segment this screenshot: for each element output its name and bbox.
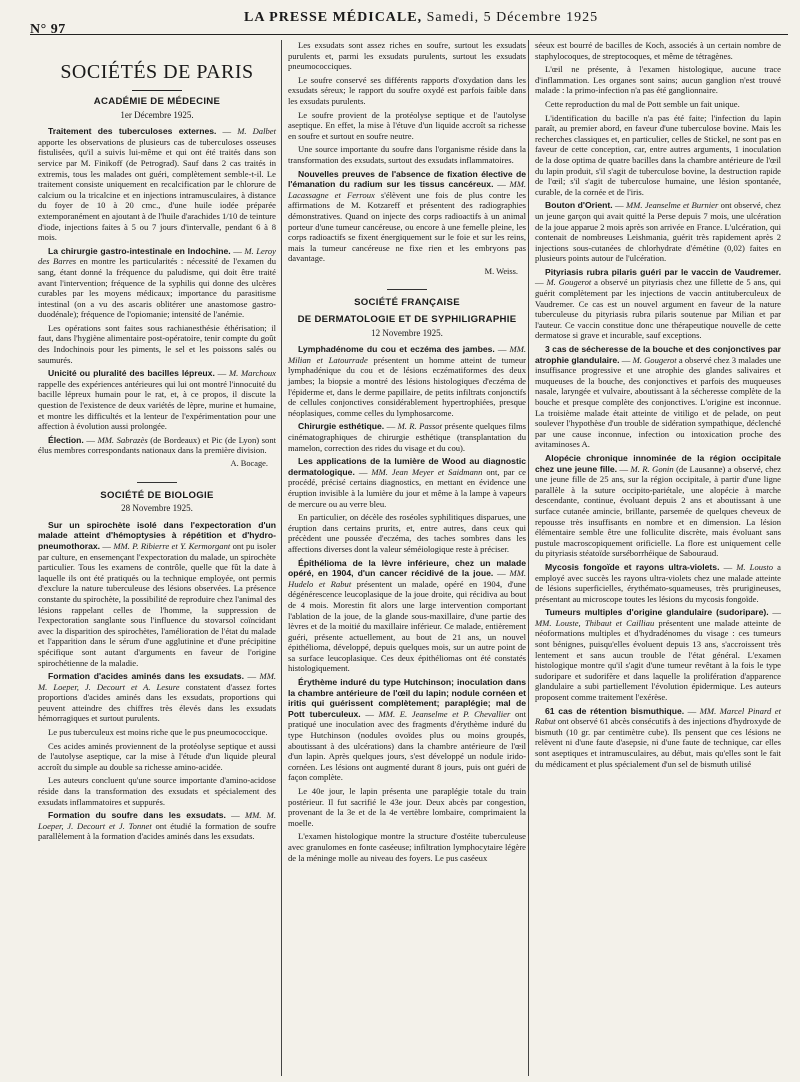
article: Bouton d'Orient. — MM. Jeanselme et Burnier ont observé, chez un jeune garçon qui avait quitté la Perse depuis 7 mois, une ulcération de la joue apparue 2 mois après son arrivée en France. L'ulcération, qui contenait de nombreuses Leishmania, guérit très rapidement après 2 injections sous-cutanées de chlorhydrate d'émétine (0,02) faites en plusieurs points autour de l'ulcération. [535, 200, 781, 264]
newspaper-page [30, 0, 788, 1082]
article-authors: MM. Jean Meyer et Saidmann [371, 466, 483, 477]
header-rule [30, 34, 788, 35]
article-text: présentent une malade atteinte de néoformations multiples et d'hydradénomes du visage : ces tumeurs sont bénignes, puisqu'elles évoluent depuis 13 ans, s'accroissent très lentement et sans aucun trouble de l'état général. L'examen histologique montre qu'il s'agit d'une tumeur revêtant à la fois le type sudoripare et sudorifère et dans laquelle la prolifération d'apparence glandulaire a subi partiellement l'évolution épidermique. Les auteurs proposent comme traitement l'exérèse. [535, 617, 781, 703]
article-authors: MM. Milian et Latourrade [288, 344, 526, 365]
article: Nouvelles preuves de l'absence de fixation élective de l'émanation du radium sur les tissus cancéreux. — MM. Lacassagne et Ferroux s'élèvent une fois de plus contre les affirmations de M. Kotzareff et présentent des radiographies démonstratives. Quand on injecte des corps radioactifs à un animal porteur d'une tumeur cancéreuse, ou encore à une femelle pleine, les corps radioactifs se fixent énergiquement sur le foie et sur les reins, mais la tumeur cancéreuse ne fixe rien et les embryons pas davantage. [288, 168, 526, 264]
article-text: (de Lausanne) a observé, chez une jeune fille de 25 ans, sur la région occipitale, à partir d'une ligne parallèle à la suture occipito-pariétale, une alopécie à marche descendante, continue, évoluant depuis 2 ans et aboutissant à une surface cutanée amincie, brillante, parsemée de quelques cheveux de repousse très insuffisants en nombre et en dimension. La lésion élémentaire semble être une folliculite discrète, mais évoluant sans pustule macroscopiquement orificielle. La flore est uniquement celle du pityriasis stéatoïde surséborrhéique de Sabouraud. [535, 463, 782, 559]
article-text: rappelle des expériences antérieures qui lui ont montré l'innocuité du bacille lépreux humain pour le rat, et, à ce propos, il discute la question de l'existence de deux variétés de lèpre, murine et humaine, et montre les difficultés et la lenteur de l'expérimentation pour une affection à évolution aussi prolongée. [38, 378, 276, 432]
article-authors: M. R. Gonin [630, 463, 674, 474]
article: Mycosis fongoïde et rayons ultra-violets. — M. Lousto a employé avec succès les rayons ultra-violets chez une malade atteinte de lésions superficielles, érythémato-squameuses, très prurigineuses, présentant au microscope toutes les lésions du mycosis fongoïde. [535, 561, 781, 604]
article-authors: MM. Marcel Pinard et Rabut [535, 705, 782, 727]
article-text: en montre les particularités : nécessité de l'examen du sang, étant donné la fréquence du paludisme, qui doit être traité avant l'intervention; fréquence de la syphilis qui donne des ulcères curables par les moyens médicaux; importance du parasitisme intestinal (on a vu des ascaris oblitérer une anastomose gastro-duodénale); fréquence de l'opiomanie; intensité de l'anémie. [38, 256, 276, 320]
article-paragraph: En particulier, on décèle des roséoles syphilitiques disparues, une éruption dans certains prurits, et, entre autres, dans ceux qui précèdent une poussée d'eczéma, des taches sombres dans les affections diverses dont la valeur séméiologique reste à préciser. [288, 512, 526, 554]
article: 3 cas de sécheresse de la bouche et des conjonctives par atrophie glandulaire. — M. Gougerot a observé chez 3 malades une insuffisance progressive et une atrophie des glandes salivaires et muqueuses de la bouche, des conjonctives et parfois des muqueuses nasale, laryngée et vulvaire, aboutissant à la sécheresse complète de la bouche et presque complète des conjonctives. L'origine est inconnue. La troisième malade était atteinte de vitiligo et de pelade, on peut soulever l'hypothèse d'un trouble de sidération sympathique, déclenché par une cause inconnue, infection ou intoxication proche des avitaminoses A. [535, 344, 781, 450]
journal-title: LA PRESSE MÉDICALE, [244, 10, 423, 25]
article-title: Érythème induré du type Hutchinson; inoculation dans la chambre antérieure de l'œil du lapin; nodule cornéen et iritis qui guérissent complètement; paraplégie; mal de Pott tuberculeux. [288, 677, 526, 719]
article-text: présentent un malade, opéré en 1904, d'une dégénérescence leucoplasique de la joue droite, qui récidiva au bout de 4 mois. Morestin fit alors une large intervention comportant l'ablation de la joue, de la glande sous-maxillaire, d'une partie des lèvres et de la moitié du maxillaire inférieur. Ce malade, entièrement guéri, présente actuellement, au bout de 21 ans, un nouvel épithélioma, développé, depuis quelques mois, sur un autre point de sa surface leucoplasique. Ces deux épithéliomas ont été constatés histologiquement. [288, 578, 526, 674]
article-authors: MM. Sabrazès [97, 434, 148, 445]
article-title: Les applications de la lumière de Wood au diagnostic dermatologique. [288, 456, 526, 477]
article-title: Nouvelles preuves de l'absence de fixation élective de l'émanation du radium sur les tissus cancéreux. [288, 168, 526, 190]
article-text: apporte les observations de plusieurs cas de tuberculoses osseuses fistulisées, qu'il a suivis lui-même et qui ont été traités dans son service par M. Finikoff (de Petrograd). Sauf dans 2 cas traités in extremis, tous les malades ont guéri, complètement semble-t-il. Le traitement consiste uniquement en recalcification par le chlorure de calcium ou la tricalcine et en injections intramusculaires, à distance du foyer de 10 à 20 cmc., d'une huile iodée préparée extemporanément en ajoutant à de l'huile d'arachides 1/10 de teinture d'iode, injections faites à 5 ou 7 jours d'intervalle, pendant 6 à 8 mois. [38, 136, 276, 243]
article-authors: M. Lousto [736, 561, 774, 572]
article-title: Chirurgie esthétique. [298, 421, 385, 432]
article-paragraph: Les auteurs concluent qu'une source importante d'amino-acidose réside dans la transformation des exsudats et spécialement des exsudats inflammatoires et suppurés. [38, 775, 276, 807]
article-title: Unicité ou pluralité des bacilles lépreux. [48, 368, 215, 379]
main-heading: SOCIÉTÉS DE PARIS [60, 61, 254, 83]
article-paragraph: Le pus tuberculeux est moins riche que le pus pneumococcique. [48, 727, 268, 738]
article-authors: MM. M. Loeper, J. Decourt et A. Lesure [38, 671, 277, 692]
article-authors: M. Marchoux [228, 368, 276, 379]
article: La chirurgie gastro-intestinale en Indochine. — M. Leroy des Barres en montre les particularités : nécessité de l'examen du sang, étant donné la fréquence du paludisme, qui doit être traité avant l'intervention; fréquence de la syphilis qui donne des ulcères curables par les moyens médicaux; importance du parasitisme intestinal (on a vu des ascaris oblitérer une anastomose gastro-duodénale); fréquence de l'opiomanie; intensité de l'anémie. [38, 245, 276, 320]
article-paragraph: Les exsudats sont assez riches en soufre, surtout les exsudats purulents et, parmi les exsudats purulents, surtout les exsudats pneumococciques. [288, 40, 526, 72]
article-authors: MM. Jeanselme et Burnier [626, 200, 719, 211]
article: Formation d'acides aminés dans les exsudats. — MM. M. Loeper, J. Decourt et A. Lesure constatent d'assez fortes proportions d'acides aminés dans les exsudats, proportions qui peuvent atteindre des chiffres très élevés dans les exsudats hémorragiques et surtout purulents. [38, 671, 277, 724]
column-3 [535, 40, 781, 772]
article-title: Tumeurs multiples d'origine glandulaire (sudoripare). [545, 607, 769, 618]
article: Lymphadénome du cou et eczéma des jambes. — MM. Milian et Latourrade présentent un homme atteint de tumeur lymphadénique du cou et de lésions eczématiformes des deux jambes; la biopsie a montré des lésions histologiques d'eczéma de l'épiderme et, dans le derme papillaire, de petits infiltrats conjonctifs de cellules conjonctives considérablement hypertrophiées, presque néoplasiques, comme celles du lymphosarcome. [288, 344, 526, 418]
article: Traitement des tuberculoses externes. — M. Dalbet apporte les observations de plusieurs cas de tuberculoses osseuses fistulisées, qu'il a suivis lui-même et qui ont été traités dans son service par M. Finikoff (de Petrograd). Sauf dans 2 cas traités in extremis, tous les malades ont guéri, complètement semble-t-il. Le traitement consiste uniquement en recalcification par le chlorure de calcium ou la tricalcine et en injections intramusculaires, à distance du foyer de 10 à 20 cmc., d'une huile iodée préparée extemporanément en ajoutant à de l'huile d'arachides 1/10 de teinture d'iode, injections faites à 5 ou 7 jours d'intervalle, pendant 6 à 8 mois. [38, 126, 276, 243]
article-authors: MM. P. Ribierre et Y. Kermorgant [113, 540, 231, 551]
article-text: ont observé, chez un jeune garçon qui avait quitté la Perse depuis 7 mois, une ulcération de la joue apparue 2 mois après son arrivée en France. L'ulcération, qui contenait de nombreuses Leishmania, guérit très rapidement après 2 injections sous-cutanées de chlorhydrate d'émétine (0,02) faites en plusieurs points autour de l'ulcération. [535, 200, 781, 264]
article-authors: M. R. Passot [397, 421, 442, 432]
article-paragraph: L'examen histologique montre la structure d'ostéite tuberculeuse avec granulomes en fonte caséeuse; infiltration lymphocytaire légère de la méninge molle au niveau des foyers. Le pus caséeux [288, 831, 526, 863]
article-paragraph: Les opérations sont faites sous rachianesthésie éthérisation; il faut, dans l'hygiène alimentaire post-opératoire, tenir compte du goût des Indochinois pour les piments, le sel et les poissons salés ou saumurés. [38, 322, 276, 365]
article-paragraph: Cette reproduction du mal de Pott semble un fait unique. [545, 98, 740, 109]
section-title-academy: ACADÉMIE DE MÉDECINE [93, 96, 221, 107]
article-title: Épithélioma de la lèvre inférieure, chez un malade opéré, en 1904, d'un cancer récidivé de la joue. [288, 557, 526, 579]
article-title: 61 cas de rétention bismuthique. [545, 705, 685, 716]
article: Érythème induré du type Hutchinson; inoculation dans la chambre antérieure de l'œil du lapin; nodule cornéen et iritis qui guérissent complètement; paraplégie; mal de Pott tuberculeux. — MM. E. Jeanselme et P. Chevallier ont pratiqué une inoculation avec des fragments d'érythème induré du type Hutchinson (nodules ovoïdes plus ou moins groupés, aboutissant à des ulcérations) dans la chambre antérieure de l'œil d'un lapin. Après quelques jours, s'est développé un nodule irido-cornéen. Les lésions ont augmenté durant 8 jours, puis ont guéri de façon complète. [288, 677, 526, 783]
section-rule [137, 482, 177, 483]
article-paragraph: L'œil ne présente, à l'examen histologique, aucune trace d'inflammation. Les organes sont sains; aucun ganglion n'est trouvé malade : la primo-infection n'a pas été ganglionnaire. [535, 64, 781, 96]
article-authors: MM. M. Loeper, J. Decourt et J. Tonnet [38, 810, 276, 831]
article-title: Alopécie chronique innominée de la région occipitale chez une jeune fille. [535, 452, 781, 474]
article: Unicité ou pluralité des bacilles lépreux. — M. Marchoux rappelle des expériences antérieures qui lui ont montré l'innocuité du bacille lépreux humain pour le rat, et, à ce propos, il discute la question de l'existence de deux variétés de lèpre, murine et humaine, et montre les difficultés et la lenteur de l'expérimentation pour une affection à évolution aussi prolongée. [38, 368, 276, 432]
article-text: ont pratiqué une inoculation avec des fragments d'érythème induré du type Hutchinson (nodules ovoïdes plus ou moins groupés, aboutissant à des ulcérations) dans la chambre antérieure de l'œil d'un lapin. Après quelques jours, s'est développé un nodule irido-cornéen. Les lésions ont augmenté durant 8 jours, puis ont guéri de façon complète. [288, 708, 526, 783]
signature: M. Weiss. [484, 266, 518, 276]
article-authors: MM. Hudelo et Rabut [288, 568, 527, 589]
article: Épithélioma de la lèvre inférieure, chez un malade opéré, en 1904, d'un cancer récidivé de la joue. — MM. Hudelo et Rabut présentent un malade, opéré en 1904, d'une dégénérescence leucoplasique de la joue droite, qui récidiva au bout de 4 mois. Morestin fit alors une large intervention comportant l'ablation de la joue, de la glande sous-maxillaire, d'une partie des lèvres et de la moitié du maxillaire inférieur. Ce malade, entièrement guéri, présente actuellement, au bout de 21 ans, un nouvel épithélioma, développé, depuis quelques mois, sur un autre point de sa surface leucoplasique. Ces deux épithéliomas ont été constatés histologiquement. [288, 557, 527, 674]
article: Élection. — MM. Sabrazès (de Bordeaux) et Pic (de Lyon) sont élus membres correspondants nationaux dans la première division. [38, 434, 277, 456]
article-text: a employé avec succès les rayons ultra-violets chez une malade atteinte de lésions superficielles, érythémato-squameuses, très prurigineuses, présentant au microscope toutes les lésions du mycosis fongoïde. [535, 561, 781, 604]
article-text: a observé un pityriasis chez une fillette de 5 ans, qui guérit complètement par les injections de vaccin antituberculeux de Vaudremer. Ce cas est un nouvel argument en faveur de la nature tuberculeuse du pityriasis rubra pilaris soutenue par Milian et par l'auteur. Ce vaccin constitue donc une thérapeutique nouvelle de cette dermatose si grave et incurable, sauf exceptions. [535, 277, 781, 341]
article-paragraph: L'identification du bacille n'a pas été faite; l'infection du lapin paraît, au premier abord, en faveur d'une tuberculose bovine. Mais les recherches classiques et, en particulier, celles de Stickel, ne sont pas en faveur de cette conception, car, entre autres arguments, 1 inoculation de la dose optima de quatre bacilles dans la chambre antérieure de l'œil du lapin produit, s'il s'agit de tuberculose bovine, la destruction rapide de l'œil; s'il s'agit de tuberculose humaine, une lésion spontanée, curable, de la cornée et de l'iris. [535, 112, 781, 197]
column-divider-2 [528, 40, 529, 1076]
article-text: présente quelques films cinématographiques de chirurgie esthétique (transplantation du mamelon, correction des rides du visage et du cou). [288, 421, 527, 453]
article-paragraph: Le 40e jour, le lapin présenta une paraplégie totale du train postérieur. Il fut sacrifié le 43e jour. Deux abcès par congestion, provenant de la 3e et de la 4e vertèbre lombaire, comprimaient la moelle. [288, 786, 526, 828]
article-title: Formation d'acides aminés dans les exsudats. [48, 671, 244, 682]
column-2 [288, 40, 526, 866]
section-rule [387, 289, 427, 290]
article-text: ont étudié la formation de soufre parallèlement à la formation d'acides aminés dans les exsudats. [38, 820, 276, 842]
article-authors: M. Gougerot [546, 277, 592, 288]
article-authors: M. Leroy des Barres [38, 245, 276, 267]
article: Sur un spirochète isolé dans l'expectoration d'un malade atteint d'hémoptysies à répétition et d'hydro-pneumothorax. — MM. P. Ribierre et Y. Kermorgant ont pu isoler par culture, en ensemençant l'expectoration du malade, un spirochète particulier. Tous les examens de contrôle, quelle que fût la date à laquelle ils ont été pratiqués ou la technique employée, ont permis d'exclure la nature tuberculeuse des lésions observées. La présence constante du spirochète, la possibilité de reproduire chez l'animal des lésions rappelant celles de l'homme, la suppression de l'expectoration sanglante sous l'influence du stovarsol coïncidant avec la disparition des spirochètes, l'amélioration de l'état du malade et l'apparition dans le sérum d'une agglutinine et d'une précipitine spécifique sont autant d'arguments en faveur de l'origine spirochétienne de la maladie. [38, 519, 277, 668]
article-text: ont pu isoler par culture, en ensemençant l'expectoration du malade, un spirochète particulier. Tous les examens de contrôle, quelle que fût la date à laquelle ils ont été pratiqués ou la technique employée, ont permis d'exclure la nature tuberculeuse des lésions observées. La présence constante du spirochète, la possibilité de reproduire chez l'animal des lésions rappelant celles de l'homme, la suppression de l'expectoration sanglante sous l'influence du stovarsol coïncidant avec la disparition des spirochètes, l'amélioration de l'état du malade et l'apparition dans le sérum d'une agglutinine et d'une précipitine spécifique sont autant d'arguments en faveur de l'origine spirochétienne de la maladie. [38, 540, 277, 668]
article: Pityriasis rubra pilaris guéri par le vaccin de Vaudremer. — M. Gougerot a observé un pityriasis chez une fillette de 5 ans, qui guérit complètement par les injections de vaccin antituberculeux de Vaudremer. Ce cas est un nouvel argument en faveur de la nature tuberculeuse du pityriasis rubra pilaris soutenue par Milian et par l'auteur. Ce vaccin constitue donc une thérapeutique nouvelle de cette dermatose si grave et incurable, sauf exceptions. [535, 266, 781, 341]
article-title: Pityriasis rubra pilaris guéri par le vaccin de Vaudremer. [545, 266, 781, 277]
section-date-academy: 1er Décembre 1925. [120, 109, 194, 120]
heading-rule [132, 90, 182, 91]
article: Les applications de la lumière de Wood au diagnostic dermatologique. — MM. Jean Meyer et Saidmann ont, par ce procédé, précisé certains diagnostics, en mettant en évidence une éruption invisible à la lumière du jour et même à la lampe à vapeurs de mercure ou au verre bleu. [288, 456, 526, 509]
section-date-biology: 28 Novembre 1925. [121, 503, 193, 514]
article-title: 3 cas de sécheresse de la bouche et des conjonctives par atrophie glandulaire. [535, 344, 781, 365]
article-text: ont observé 61 abcès consécutifs à des injections d'hydroxyde de bismuth (10 gr. par centimètre cube). Ils pensent que ces lésions ne relèvent ni d'une faute d'asepsie, ni d'une faute de technique, car elles sont aseptiques et intramusculaires, au début, mais qu'elles sont le fait du médicament et plus spécialement d'un sel de bismuth utilisé [535, 716, 781, 769]
article-text: a observé chez 3 malades une insuffisance progressive et une atrophie des glandes salivaires et muqueuses de la bouche, des conjonctives et parfois des muqueuses nasale, laryngée et vulvaire, aboutissant à la sécheresse complète de la bouche et presque complète des conjonctives. L'origine est inconnue. La troisième malade était atteinte de vitiligo et de pelade, on peut soulever l'hypothèse d'un trouble de sidération sympathique, déclenché par une cause inconnue, infection ou intoxication proche des avitaminoses A. [535, 354, 781, 450]
article-paragraph: Le soufre provient de la protéolyse septique et de l'autolyse aseptique. En effet, la mise à l'étuve d'un liquide accroît sa richesse en soufre et surtout en soufre neutre. [288, 109, 526, 141]
article: Tumeurs multiples d'origine glandulaire (sudoripare). — MM. Louste, Thibaut et Cailliau présentent une malade atteinte de néoformations multiples et d'hydradénomes du visage : ces tumeurs sont bénignes, puisqu'elles évoluent depuis 13 ans, s'accroissent très lentement et sans aucun trouble de l'état général. L'examen histologique montre qu'il s'agit d'une tumeur revêtant à la fois le type sudoripare et sudorifère et dans laquelle la prolifération d'apparence glandulaire a subi partiellement l'évolution épidermique. Les auteurs proposent comme traitement l'exérèse. [535, 607, 781, 703]
article-title: Sur un spirochète isolé dans l'expectoration d'un malade atteint d'hémoptysies à répétition et d'hydro-pneumothorax. [38, 519, 276, 551]
article-title: La chirurgie gastro-intestinale en Indochine. [48, 245, 231, 256]
article: Alopécie chronique innominée de la région occipitale chez une jeune fille. — M. R. Gonin (de Lausanne) a observé, chez une jeune fille de 25 ans, sur la région occipitale, à partir d'une ligne parallèle à la suture occipito-pariétale, une alopécie à marche descendante, continue, évoluant depuis 2 ans et aboutissant à une surface cutanée amincie, brillante, parsemée de quelques cheveux de repousse très insuffisants en nombre et en dimension. La lésion élémentaire semble être une folliculite discrète, mais évoluant sans pustule macroscopiquement orificielle. La flore est uniquement celle du pityriasis stéatoïde surséborrhéique de Sabouraud. [535, 452, 782, 559]
column-1 [38, 40, 276, 845]
article-text: (de Bordeaux) et Pic (de Lyon) sont élus membres correspondants nationaux dans la première division. [38, 434, 277, 456]
article: Formation du soufre dans les exsudats. — MM. M. Loeper, J. Decourt et J. Tonnet ont étudié la formation de soufre parallèlement à la formation d'acides aminés dans les exsudats. [38, 810, 276, 842]
article-title: Lymphadénome du cou et eczéma des jambes. [298, 344, 495, 355]
article-authors: MM. Louste, Thibaut et Cailliau [535, 617, 655, 628]
article-authors: M. Gougerot [632, 354, 677, 365]
article-text: présentent un homme atteint de tumeur lymphadénique du cou et de lésions eczématiformes des deux jambes; la biopsie a montré des lésions histologiques d'eczéma de l'épiderme et, dans le derme papillaire, de petits infiltrats conjonctifs de cellules conjonctives considérablement hypertrophiées, presque néoplasiques, comme celles du lymphosarcome. [288, 354, 526, 418]
article-title: Mycosis fongoïde et rayons ultra-violets. [545, 561, 720, 572]
article-authors: M. Dalbet [237, 126, 276, 137]
article-paragraph: séeux est bourré de bacilles de Koch, associés à un certain nombre de staphylocoques, de streptocoques, et même de tétragènes. [535, 40, 781, 61]
article-text: s'élèvent une fois de plus contre les affirmations de M. Kotzareff et présentent des radiographies démonstratives. Quand on injecte des corps radioactifs à un animal porteur d'une tumeur cancéreuse, ou encore à une femelle pleine, les corps radioactifs se fixent énergiquement sur le foie et sur les reins, mais la tumeur cancéreuse ne fixe rien et les embryons pas davantage. [288, 189, 526, 264]
section-title-dermatology-2: DE DERMATOLOGIE ET DE SYPHILIGRAPHIE [297, 314, 517, 326]
article-paragraph: Ces acides aminés proviennent de la protéolyse septique et aussi de l'autolyse aseptique, car la mise à l'étude d'un liquide pleural accroît du simple au double sa richesse amino-acidée. [38, 740, 276, 772]
article-title: Élection. [48, 434, 84, 445]
issue-number: N° 97 [30, 22, 66, 37]
section-title-dermatology-1: SOCIÉTÉ FRANÇAISE [354, 297, 460, 309]
article-paragraph: Une source importante du soufre dans l'organisme réside dans la transformation des exsudats, surtout des exsudats inflammatoires. [288, 144, 526, 165]
article: 61 cas de rétention bismuthique. — MM. Marcel Pinard et Rabut ont observé 61 abcès consécutifs à des injections d'hydroxyde de bismuth (10 gr. par centimètre cube). Ils pensent que ces lésions ne relèvent ni d'une faute d'asepsie, ni d'une faute de technique, car elles sont aseptiques et intramusculaires, au début, mais qu'elles sont le fait du médicament et plus spécialement d'un sel de bismuth utilisé [535, 705, 782, 769]
section-date-dermatology: 12 Novembre 1925. [371, 327, 443, 338]
article-authors: MM. Lacassagne et Ferroux [288, 179, 526, 200]
article-title: Formation du soufre dans les exsudats. [48, 810, 226, 821]
section-title-biology: SOCIÉTÉ DE BIOLOGIE [100, 489, 214, 501]
issue-date: Samedi, 5 Décembre 1925 [426, 10, 599, 25]
article-title: Bouton d'Orient. [545, 200, 613, 211]
column-divider-1 [281, 40, 282, 1076]
page-header [30, 8, 788, 37]
article-title: Traitement des tuberculoses externes. [48, 126, 217, 137]
article: Chirurgie esthétique. — M. R. Passot présente quelques films cinématographiques de chirurgie esthétique (transplantation du mamelon, correction des rides du visage et du cou). [288, 421, 527, 453]
article-text: constatent d'assez fortes proportions d'acides aminés dans les exsudats, proportions qui peuvent atteindre des chiffres très élevés dans les exsudats hémorragiques et surtout purulents. [38, 681, 276, 724]
journal-title-line [244, 10, 598, 26]
signature: A. Bocage. [230, 459, 268, 468]
article-authors: MM. E. Jeanselme et P. Chevallier [378, 708, 511, 719]
article-paragraph: Le soufre conservé ses différents rapports d'oxydation dans les exsudats séreux; le rapport du soufre oxydé est parfois faible dans les exsudats purulents. [288, 74, 526, 106]
article-text: ont, par ce procédé, précisé certains diagnostics, en mettant en évidence une éruption invisible à la lumière du jour et même à la lampe à vapeurs de mercure ou au verre bleu. [288, 466, 526, 509]
